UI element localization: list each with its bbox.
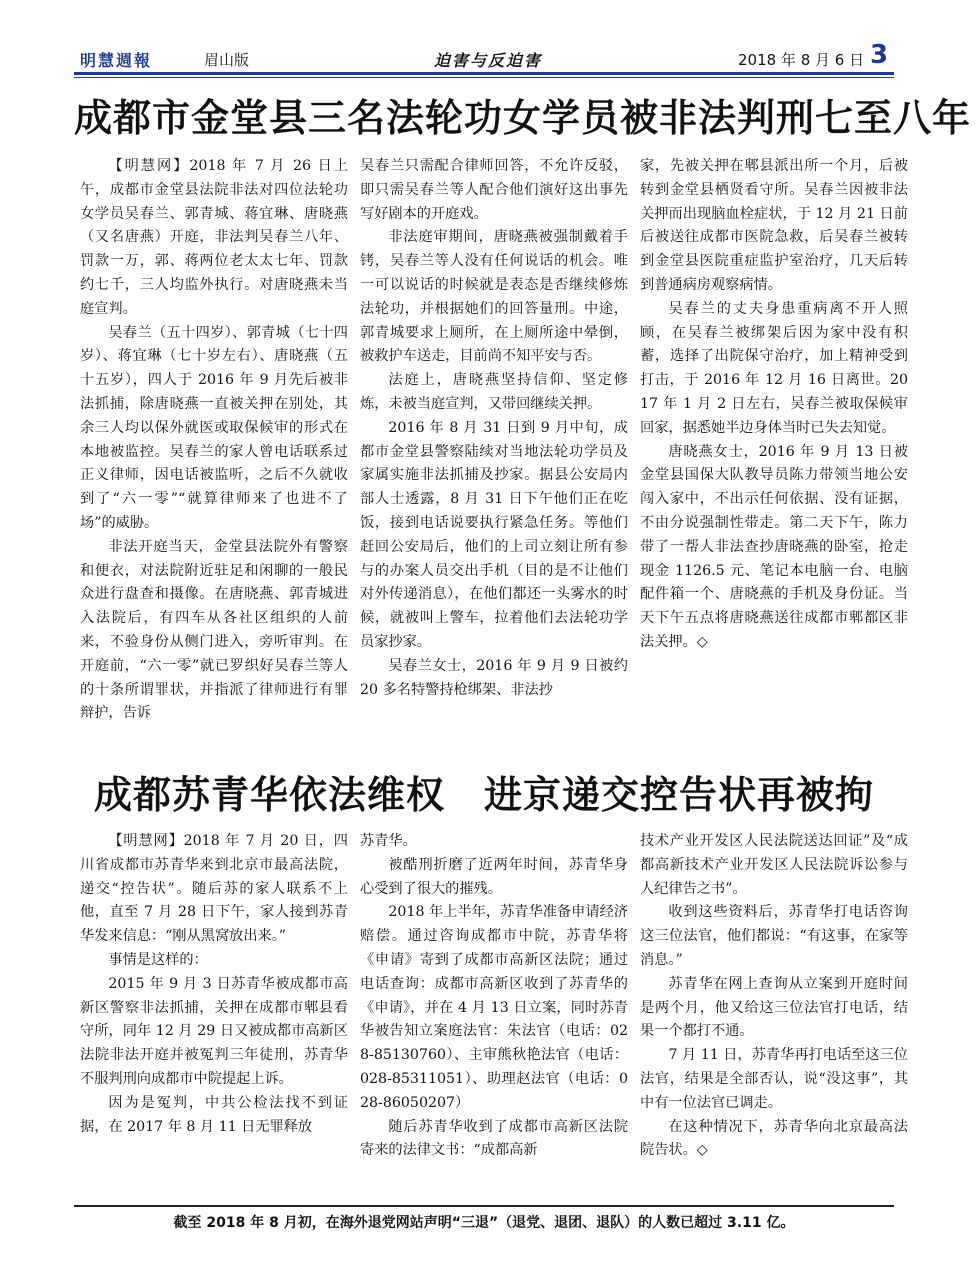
header-rule-thin [74,77,894,78]
masthead: 明慧週報 [80,51,153,70]
article1-column-2 [360,155,628,702]
paragraph: 事情是这样的： [108,951,208,968]
page-number: 3 [870,40,889,70]
section-title: 迫害与反迫害 [434,51,543,70]
paragraph: 在这种情况下，苏青华向北京最高法院告状。◇ [640,1118,908,1159]
paragraph: 吴春兰的丈夫身患重病离不开人照顾，在吴春兰被绑架后因为家中没有积蓄，选择了出院保守治疗，加上精神受到打击，于 2016 年 12 月 16 日离世。2017 年 1 月 2 日左右，吴春兰被取保候审回家，据悉她半边身体当时已失去知觉。 [640,300,908,436]
paragraph: 【明慧网】2018 年 7 月 20 日，四川省成都市苏青华来到北京市最高法院，递交“控告状”。随后苏的家人联系不上他，直至 7 月 28 日下午，家人接到苏青华发来信息：“刚从黑窝放出来。” [80,833,348,945]
paragraph: 法庭上，唐晓燕坚持信仰、坚定修炼，未被当庭宣判，又带回继续关押。 [360,372,628,412]
article1-column-1 [80,155,348,726]
paragraph: 技术产业开发区人民法院送达回证”及“成都高新技术产业开发区人民法院诉讼参与人纪律告之书”。 [640,833,908,897]
paragraph: 非法庭审期间，唐晓燕被强制戴着手铐，吴春兰等人没有任何说话的机会。唯一可以说话的时候就是表态是否继续修炼法轮功，并根据她们的回答量刑。中途，郭青城要求上厕所，在上厕所途中晕倒，被救护车送走，目前尚不知平安与否。 [360,229,628,365]
paragraph: 苏青华在网上查询从立案到开庭时间是两个月，他又给这三位法官打电话，结果一个都打不通。 [640,975,908,1040]
issue-date: 2018 年 8 月 6 日 [738,51,865,69]
page-header [74,40,894,70]
paragraph: 苏青华。 [360,833,417,849]
article2-column-2 [360,830,628,1163]
article2-column-3 [640,830,908,1163]
edition-label: 眉山版 [204,51,250,69]
article2-headline: 成都苏青华依法维权 进京递交控告状再被拘 [93,772,874,817]
paragraph: 2018 年上半年，苏青华准备申请经济赔偿。通过咨询成都市中院，苏青华将《申请》寄到了成都市高新区法院；通过电话查询：成都市高新区收到了苏青华的《申请》，并在 4 月 13 日立案，同时苏青华被告知立案庭法官：朱法官（电话：028-85130760）、主审熊秋艳法官（电话：028-85311051）、助理赵法官（电话：028-86050207） [360,904,628,1111]
article1-headline: 成都市金堂县三名法轮功女学员被非法判刑七至八年 [74,95,972,140]
paragraph: 吴春兰只需配合律师回答，不允许反驳，即只需吴春兰等人配合他们演好这出事先写好剧本的开庭戏。 [360,158,628,222]
paragraph: 2016 年 8 月 31 日到 9 月中旬，成都市金堂县警察陆续对当地法轮功学员及家属实施非法抓捕及抄家。据县公安局内部人士透露，8 月 31 日下午他们正在吃饭，接到电话说要执行紧急任务。等他们赶回公安局后，他们的上司立刻让所有参与的办案人员交出手机（目的是不让他们对外传递消息），在他们都还一头雾水的时候，就被叫上警车，拉着他们去法轮功学员家抄家。 [360,419,628,650]
paragraph: 吴春兰女士，2016 年 9 月 9 日被约 20 多名特警持枪绑架、非法抄 [360,657,628,698]
paragraph: 被酷刑折磨了近两年时间，苏青华身心受到了很大的摧残。 [360,856,628,897]
footer-rule [74,1205,894,1207]
paragraph: 收到这些资料后，苏青华打电话咨询这三位法官，他们都说：“有这事，在家等消息。” [640,904,908,968]
article1-column-3 [640,155,908,655]
paragraph: 吴春兰（五十四岁）、郭青城（七十四岁）、蒋宜琳（七十岁左右）、唐晓燕（五十五岁），四人于 2016 年 9 月先后被非法抓捕，除唐晓燕一直被关押在别处，其余三人均以保外就医或取保候审的形式在本地被监控。吴春兰的家人曾电话联系过正义律师，因电话被监听，之后不久就收到了“六一零”“就算律师来了也进不了场”的威胁。 [80,324,348,531]
paragraph: 因为是冤判，中共公检法找不到证据，在 2017 年 8 月 11 日无罪释放 [80,1094,348,1135]
paragraph: 【明慧网】2018 年 7 月 26 日上午，成都市金堂县法院非法对四位法轮功女学员吴春兰、郭青城、蒋宜琳、唐晓燕（又名唐燕）开庭，非法判吴春兰八年、罚款一万，郭、蒋两位老太太七年、罚款约七千，三人均监外执行。对唐晓燕未当庭宣判。 [80,158,348,317]
article2-column-1 [80,830,348,1139]
paragraph: 唐晓燕女士，2016 年 9 月 13 日被金堂县国保大队教导员陈力带领当地公安闯入家中，不出示任何依据、没有证据，不由分说强制性带走。第二天下午，陈力带了一帮人非法查抄唐晓燕的卧室，抢走现金 1126.5 元、笔记本电脑一台、电脑配件箱一个、唐晓燕的手机及身份证。当天下午五点将唐晓燕送往成都市郫都区非法关押。◇ [640,443,908,650]
paragraph: 随后苏青华收到了成都市高新区法院寄来的法律文书：“成都高新 [360,1118,628,1159]
paragraph: 2015 年 9 月 3 日苏青华被成都市高新区警察非法抓捕，关押在成都市郫县看守所，同年 12 月 29 日又被成都市高新区法院非法开庭并被冤判三年徒刑，苏青华不服判刑向成都市中院提起上诉。 [80,975,348,1087]
paragraph: 7 月 11 日，苏青华再打电话至这三位法官，结果是全部否认，说“没这事”，其中有一位法官已调走。 [640,1047,908,1111]
paragraph: 非法开庭当天，金堂县法院外有警察和便衣，对法院附近驻足和闲聊的一般民众进行盘查和摄像。在唐晓燕、郭青城进入法院后，有四车从各社区组织的人前来，不验身份从侧门进入，旁听审判。在开庭前，“六一零”就已罗织好吴春兰等人的十条所谓罪状，并指派了律师进行有罪辩护，告诉 [80,538,348,722]
paragraph: 家，先被关押在郫县派出所一个月，后被转到金堂县栖贤看守所。吴春兰因被非法关押而出现脑血栓症状，于 12 月 21 日前后被送往成都市医院急救，后吴春兰被转到金堂县医院重症监护室治疗，几天后转到普通病房观察病情。 [640,158,908,293]
footer-notice: 截至 2018 年 8 月初，在海外退党网站声明“三退”（退党、退团、退队）的人数已超过 3.11 亿。 [173,1215,795,1231]
header-rule [74,72,894,75]
